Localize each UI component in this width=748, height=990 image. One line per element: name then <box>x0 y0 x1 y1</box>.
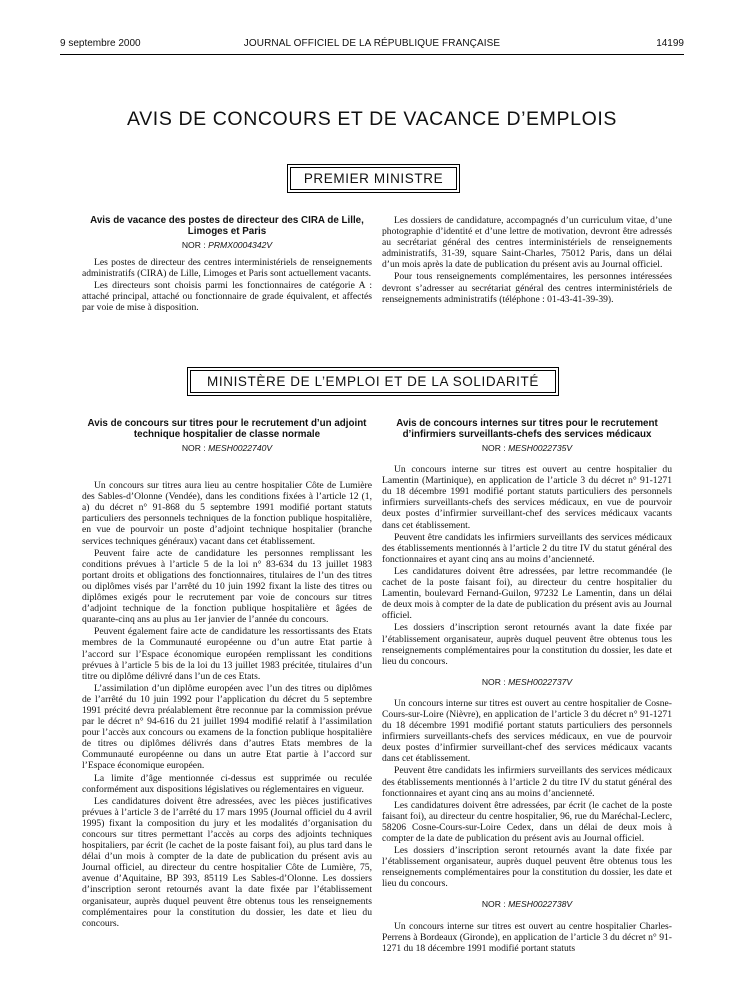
nor-code: MESH0022740V <box>208 443 273 453</box>
nor-reference: NOR : MESH0022740V <box>181 443 273 453</box>
paragraph: Les dossiers de candidature, accompagnés d’un curriculum vitae, d’une photographie d’identité et d’une lettre de motivation, devront être adressés au secrétariat général des centres interministériels de renseignements administratifs, 31-39, square Saint-Charles, 75012 Paris, dans un délai d’un mois après la date de publication du présent avis au Journal officiel. <box>382 215 672 271</box>
paragraph: Un concours sur titres aura lieu au centre hospitalier Côte de Lumière des Sables-d’Olonne (Vendée), dans les conditions fixées à l’article 12 (1, a) du décret n° 91-868 du 5 septembre 1991 modifié portant statuts particuliers des personnels techniques de la fonction publique hospitalière, en vue de pourvoir un poste d’adjoint technique hospitalier (branche services techniques généraux) vacant dans cet établissement. <box>82 480 372 547</box>
notice-title: Avis de concours internes sur titres pour le recrutement d’infirmiers surveillants-chefs des services médicaux <box>396 418 658 440</box>
notice-bordeaux <box>382 899 672 953</box>
paragraph: Les candidatures doivent être adressées, avec les pièces justificatives prévues à l’article 3 de l’arrêté du 17 mars 1995 (Journal officiel du 4 avril 1995) fixant la composition du jury et les modalités d’organisation du concours sur titres permettant l’accès au corps des adjoints techniques hospitaliers, par écrit (le cachet de la poste faisant foi), au plus tard dans le délai d’un mois à compter de la date de publication du présent avis au Journal officiel, au directeur du centre hospitalier Côte de Lumière, 75, avenue d’Aquitaine, BP 393, 85119 Les Sables-d’Olonne. Les dossiers d’inscription seront retournés avant la date fixée par l’établissement organisateur, auprès duquel peuvent être obtenus tous les renseignements complémentaires pour la constitution du dossier, les date et lieu du concours. <box>82 795 372 929</box>
notice-surveillants-chefs-column <box>382 418 672 964</box>
paragraph: Pour tous renseignements complémentaires, les personnes intéressées devront s’adresser au secrétariat général des centres interministériels de renseignements administratifs (téléphone : 01-43-41-39-39). <box>382 271 672 305</box>
notice-cira-right-column <box>382 215 672 306</box>
notice-lamentin <box>382 443 672 667</box>
notice-cira-left-column <box>82 215 372 315</box>
section-heading-text: MINISTÈRE DE L’EMPLOI ET DE LA SOLIDARITÉ <box>190 370 556 393</box>
nor-code: MESH0022735V <box>508 443 573 453</box>
nor-reference: NOR : PRMX0004342V <box>181 240 273 250</box>
section-heading-premier-ministre <box>287 164 460 193</box>
notice-cosne <box>382 677 672 890</box>
paragraph: Les postes de directeur des centres interministériels de renseignements administratifs (CIRA) de Lille, Limoges et Paris sont actuellement vacants. <box>82 257 372 280</box>
nor-reference: NOR : MESH0022735V <box>481 443 573 453</box>
paragraph: Un concours interne sur titres est ouvert au centre hospitalier du Lamentin (Martinique), en application de l’article 3 du décret n° 91-1271 du 18 décembre 1991 modifié portant statuts particuliers des personnels infirmiers surveillants-chefs des services médicaux, en vue de pourvoir deux postes d’infirmier surveillant-chef des services médicaux vacants dans cet établissement. <box>382 464 672 531</box>
nor-reference: NOR : MESH0022737V <box>481 676 573 687</box>
notice-title: Avis de concours sur titres pour le recrutement d’un adjoint technique hospitalier de classe normale <box>87 418 367 440</box>
section-heading-text: PREMIER MINISTRE <box>290 167 457 190</box>
paragraph: Les dossiers d’inscription seront retournés avant la date fixée par l’établissement organisateur, auprès duquel peuvent être obtenus tous les renseignements complémentaires pour la constitution du dossier, les date et lieu du concours. <box>382 845 672 890</box>
nor-code: MESH0022737V <box>508 676 573 687</box>
section-heading-ministere-emploi <box>187 367 559 396</box>
main-title: AVIS DE CONCOURS ET DE VACANCE D’EMPLOIS <box>127 108 617 130</box>
header-page-number: 14199 <box>656 38 684 49</box>
paragraph: Peuvent faire acte de candidature les personnes remplissant les conditions prévues à l’article 5 de la loi n° 83-634 du 13 juillet 1983 portant droits et obligations des fonctionnaires, titulaires de l’un des titres ou diplômes visés par l’arrêté du 10 juin 1992 fixant la liste des titres ou diplômes exigés pour le recrutement par voie de concours sur titres d’adjoint technique de la fonction publique hospitalière et âgées de quarante-cinq ans au plus au 1er janvier de l’année du concours. <box>82 547 372 626</box>
paragraph: Peuvent être candidats les infirmiers surveillants des services médicaux des établissements mentionnés à l’article 2 du titre IV du statut général des fonctionnaires et ayant cinq ans au moins d’ancienneté. <box>382 765 672 799</box>
paragraph: Les candidatures doivent être adressées, par écrit (le cachet de la poste faisant foi), au directeur du centre hospitalier, 96, rue du Maréchal-Leclerc, 58206 Cosne-Cours-sur-Loire Cedex, dans un délai de deux mois à compter de la date de publication du présent avis au Journal officiel. <box>382 799 672 844</box>
paragraph: Peuvent être candidats les infirmiers surveillants des services médicaux des établissements mentionnés à l’article 2 du titre IV du statut général des fonctionnaires et ayant cinq ans au moins d’ancienneté. <box>382 531 672 565</box>
paragraph: Les dossiers d’inscription seront retournés avant la date fixée par l’établissement organisateur, auprès duquel peuvent être obtenus tous les renseignements complémentaires pour la constitution du dossier, les date et lieu du concours. <box>382 622 672 667</box>
paragraph: Peuvent également faire acte de candidature les ressortissants des Etats membres de la Communauté européenne ou d’un autre Etat partie à l’accord sur l’Espace économique européen remplissant les conditions prévues à l’article 5 bis de la loi du 13 juillet 1983 précitée, titulaires d’un titre ou diplôme délivré dans l’un de ces Etats. <box>82 626 372 682</box>
running-header <box>60 38 684 52</box>
paragraph: Un concours interne sur titres est ouvert au centre hospitalier Charles-Perrens à Bordeaux (Gironde), en application de l’article 3 du décret n° 91-1271 du 18 décembre 1991 modifié portant statuts <box>382 920 672 954</box>
nor-code: MESH0022738V <box>508 899 573 910</box>
paragraph: L’assimilation d’un diplôme européen avec l’un des titres ou diplômes de l’arrêté du 10 juin 1992 pour l’application du décret du 5 septembre 1991 précité devra préalablement être reconnue par la commission prévue par le décret n° 94-616 du 21 juillet 1994 modifié relatif à l’assimilation pour l’accès aux concours ou examens de la fonction publique hospitalière de titres ou diplômes délivrés dans d’autres Etats membres de la Communauté européenne ou dans un autre Etat partie à l’accord sur l’Espace économique européen. <box>82 682 372 772</box>
header-date: 9 septembre 2000 <box>60 38 141 49</box>
paragraph: Les candidatures doivent être adressées, par lettre recommandée (le cachet de la poste faisant foi), au directeur du centre hospitalier du Lamentin, boulevard Fernand-Guilon, 97232 Le Lamentin, dans un délai de deux mois à compter de la date de publication du présent avis au Journal officiel. <box>382 565 672 622</box>
notice-adjoint-technique-column <box>82 418 372 930</box>
paragraph: La limite d’âge mentionnée ci-dessus est supprimée ou reculée conformément aux dispositions législatives ou réglementaires en vigueur. <box>82 772 372 795</box>
paragraph: Un concours interne sur titres est ouvert au centre hospitalier de Cosne-Cours-sur-Loire (Nièvre), en application de l’article 3 du décret n° 91-1271 du 18 décembre 1991 modifié portant statuts particuliers des personnels infirmiers surveillants-chefs des services médicaux, en vue de pourvoir deux postes d’infirmier surveillant-chef des services médicaux vacants dans cet établissement. <box>382 697 672 765</box>
notice-title: Avis de vacance des postes de directeur des CIRA de Lille, Limoges et Paris <box>90 215 364 237</box>
paragraph: Les directeurs sont choisis parmi les fonctionnaires de catégorie A : attaché principal, attaché ou fonctionnaire de grade équivalent, et affectés par voie de mise à disposition. <box>82 280 372 314</box>
nor-code: PRMX0004342V <box>208 240 273 250</box>
header-rule <box>60 54 684 55</box>
header-journal-title: JOURNAL OFFICIEL DE LA RÉPUBLIQUE FRANÇAISE <box>243 38 501 49</box>
nor-reference: NOR : MESH0022738V <box>481 899 573 910</box>
